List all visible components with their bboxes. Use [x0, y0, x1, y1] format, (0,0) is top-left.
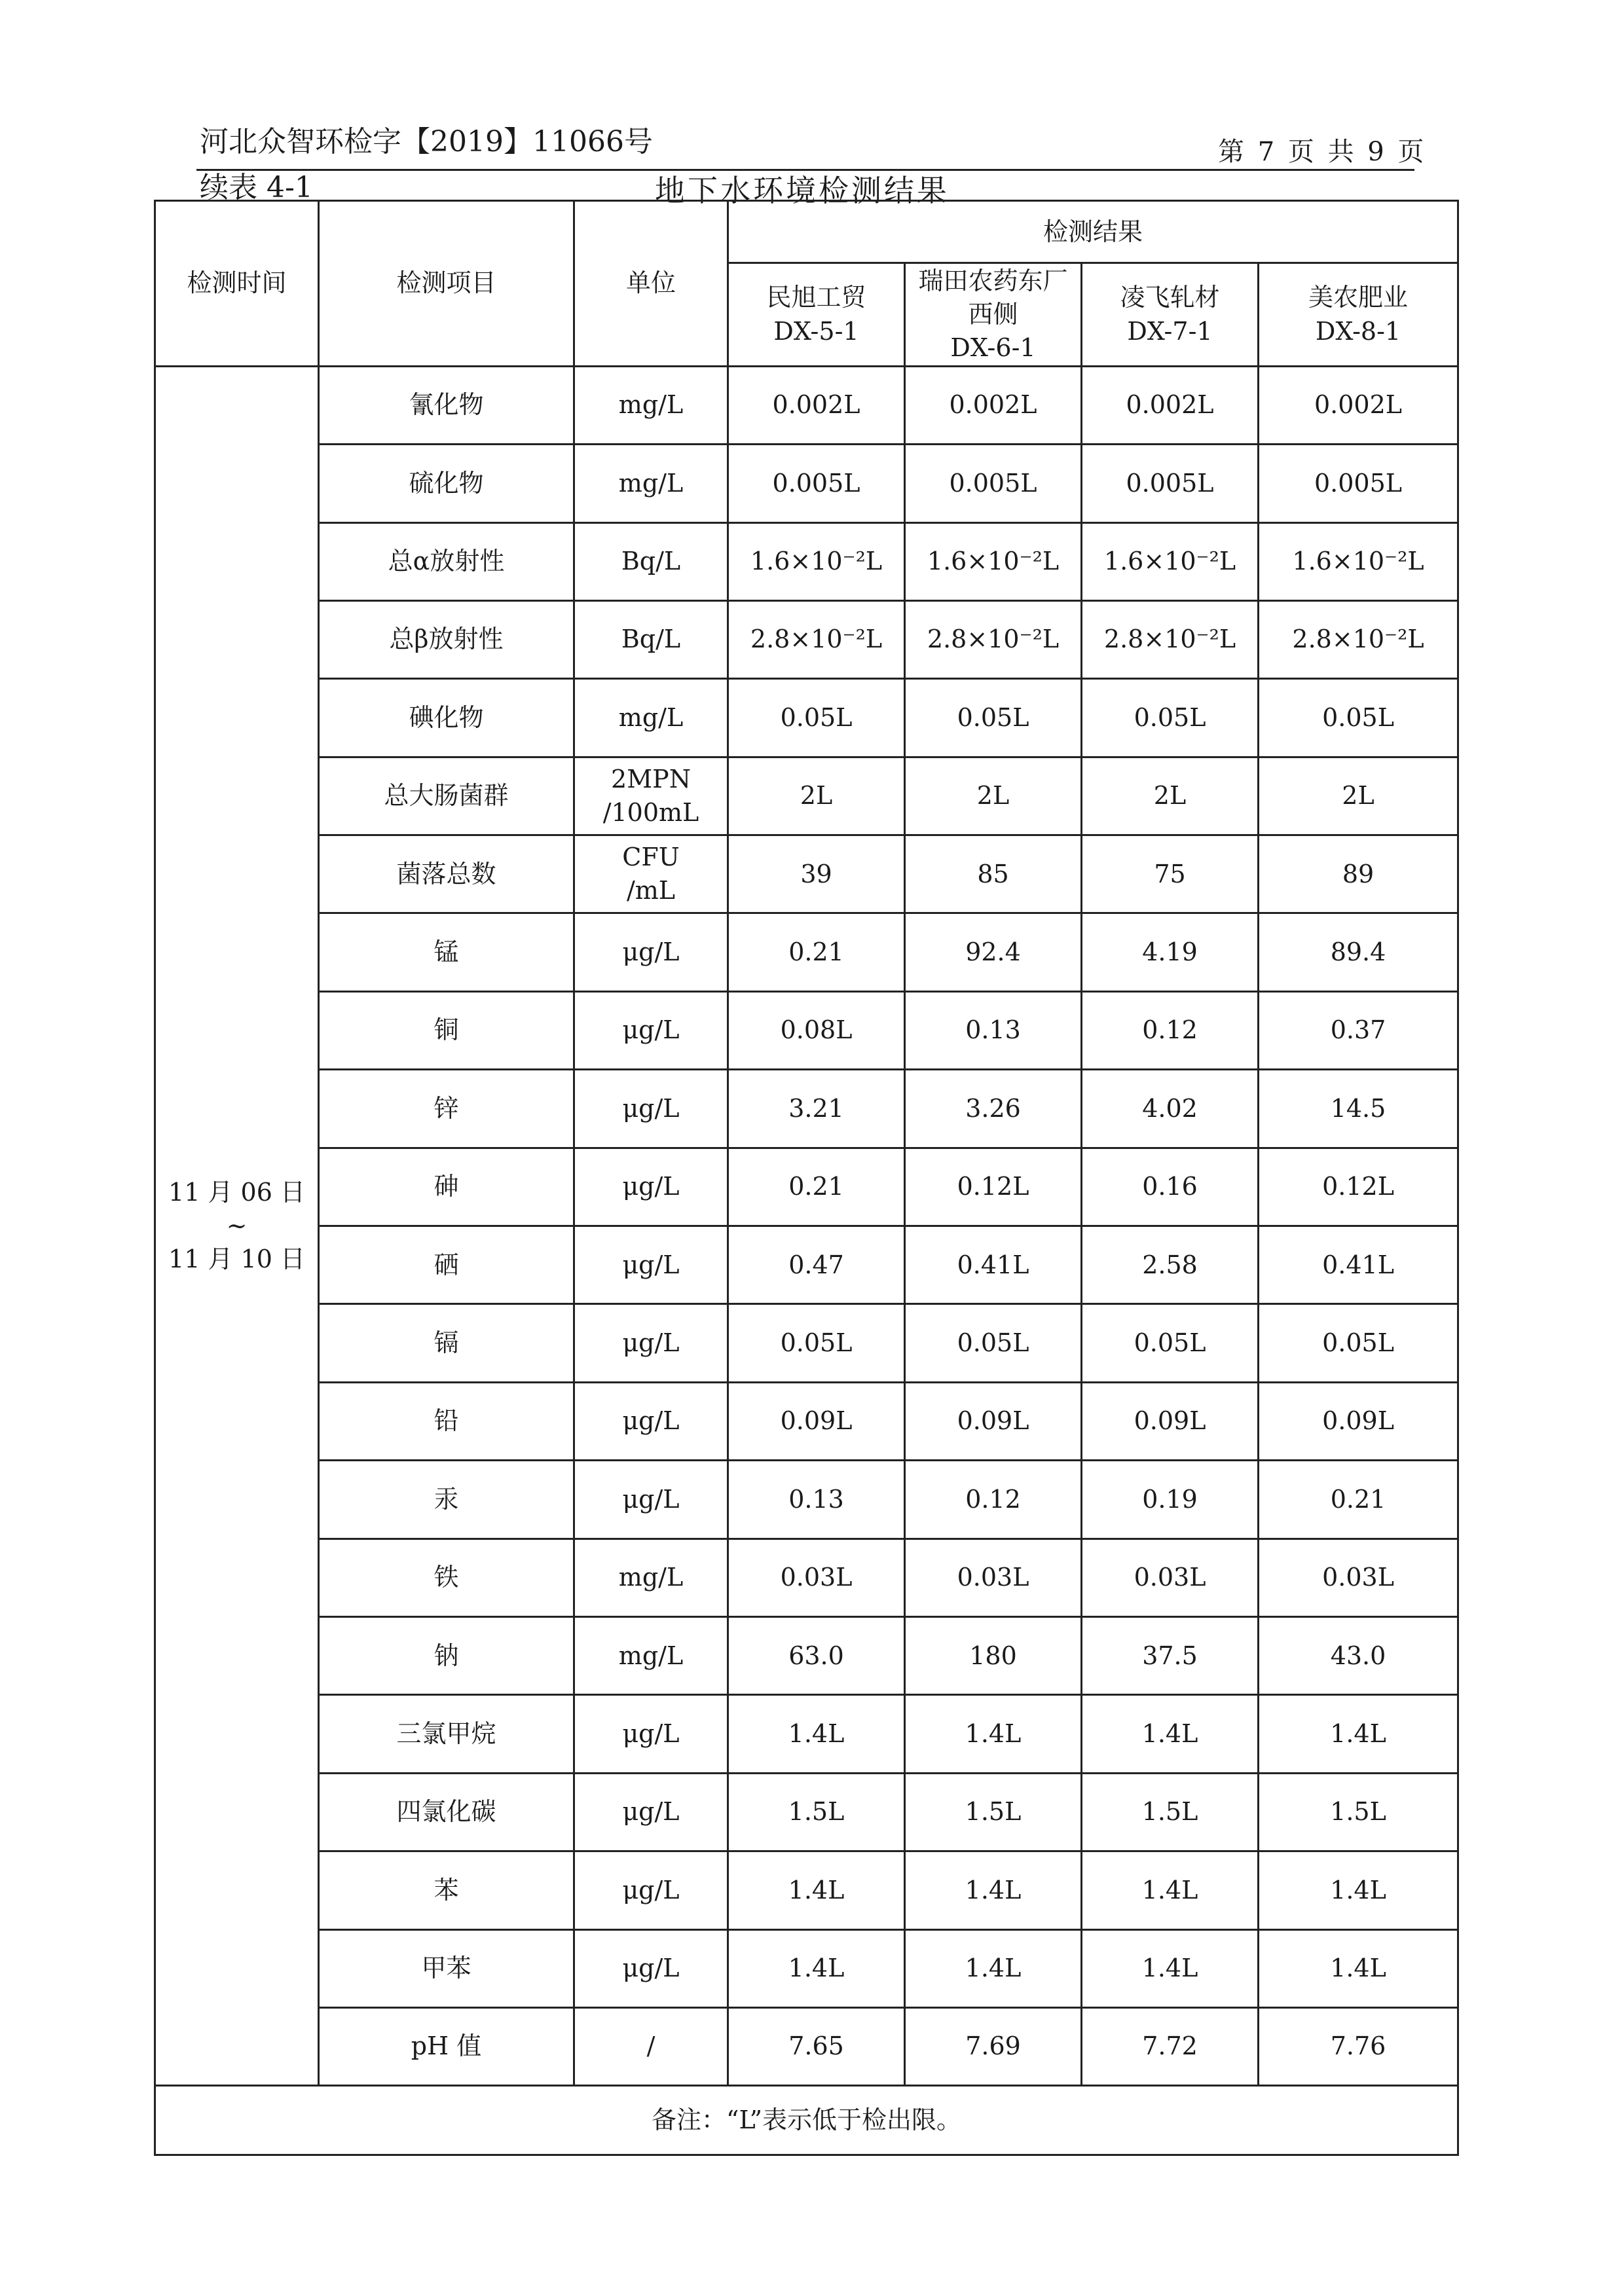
document-number: 河北众智环检字【2019】11066号 — [200, 125, 653, 158]
value-cell: 1.5L — [1082, 1773, 1259, 1851]
table-row — [155, 522, 1458, 600]
value-cell: 4.02 — [1082, 1070, 1259, 1148]
item-cell: 铁 — [319, 1539, 574, 1616]
value-cell: 0.09L — [905, 1382, 1082, 1460]
value-cell: 0.09L — [1259, 1382, 1458, 1460]
item-cell: 总β放射性 — [319, 600, 574, 678]
site-name: 美农肥业 — [1308, 283, 1409, 312]
value-cell: 0.12L — [905, 1148, 1082, 1226]
value-cell: 0.03L — [728, 1539, 905, 1616]
col-header-item: 检测项目 — [319, 201, 574, 367]
site-header — [728, 263, 905, 366]
value-cell: 0.05L — [1082, 679, 1259, 757]
value-cell: 0.005L — [1082, 445, 1259, 522]
value-cell: 1.4L — [1082, 1929, 1259, 2007]
value-cell: 0.12L — [1259, 1148, 1458, 1226]
table-row — [155, 2007, 1458, 2085]
unit-cell: μg/L — [574, 1773, 728, 1851]
table-row — [155, 679, 1458, 757]
unit-cell: μg/L — [574, 1695, 728, 1773]
unit-cell: mg/L — [574, 445, 728, 522]
unit-cell: μg/L — [574, 1382, 728, 1460]
value-cell: 0.08L — [728, 991, 905, 1069]
item-cell: 砷 — [319, 1148, 574, 1226]
value-cell: 0.05L — [728, 679, 905, 757]
site-code: DX-7-1 — [1127, 316, 1213, 346]
value-cell: 0.12 — [1082, 991, 1259, 1069]
unit-cell: mg/L — [574, 679, 728, 757]
time-sep: ~ — [226, 1211, 248, 1240]
unit-cell: mg/L — [574, 366, 728, 444]
item-cell: 钠 — [319, 1616, 574, 1694]
unit-cell: μg/L — [574, 1929, 728, 2007]
table-row — [155, 445, 1458, 522]
site-name: 凌飞轧材 — [1120, 283, 1220, 312]
value-cell: 0.005L — [905, 445, 1082, 522]
table-row — [155, 1695, 1458, 1773]
value-cell: 0.47 — [728, 1226, 905, 1304]
value-cell: 0.05L — [1259, 1304, 1458, 1382]
value-cell: 39 — [728, 835, 905, 913]
site-code: DX-5-1 — [773, 316, 859, 346]
item-cell: 汞 — [319, 1461, 574, 1539]
value-cell: 75 — [1082, 835, 1259, 913]
table-row — [155, 913, 1458, 991]
unit-cell: μg/L — [574, 913, 728, 991]
value-cell: 43.0 — [1259, 1616, 1458, 1694]
unit-cell: μg/L — [574, 1461, 728, 1539]
item-cell: 总大肠菌群 — [319, 757, 574, 835]
value-cell: 2.8×10⁻²L — [728, 600, 905, 678]
value-cell: 1.4L — [905, 1851, 1082, 1929]
col-header-results: 检测结果 — [728, 201, 1458, 263]
value-cell: 0.21 — [1259, 1461, 1458, 1539]
value-cell: 2L — [728, 757, 905, 835]
value-cell: 0.03L — [1259, 1539, 1458, 1616]
unit-cell: Bq/L — [574, 522, 728, 600]
unit-cell: / — [574, 2007, 728, 2085]
value-cell: 2.58 — [1082, 1226, 1259, 1304]
value-cell: 0.09L — [1082, 1382, 1259, 1460]
item-cell: 锰 — [319, 913, 574, 991]
value-cell: 4.19 — [1082, 913, 1259, 991]
item-cell: 铅 — [319, 1382, 574, 1460]
table-row — [155, 991, 1458, 1069]
value-cell: 2L — [905, 757, 1082, 835]
table-row — [155, 1851, 1458, 1929]
item-cell: 总α放射性 — [319, 522, 574, 600]
value-cell: 2.8×10⁻²L — [905, 600, 1082, 678]
value-cell: 7.76 — [1259, 2007, 1458, 2085]
value-cell: 0.19 — [1082, 1461, 1259, 1539]
table-row — [155, 1148, 1458, 1226]
value-cell: 0.002L — [1082, 366, 1259, 444]
site-header — [905, 263, 1082, 366]
table-continuation-label: 续表 4-1 — [200, 171, 313, 204]
value-cell: 2.8×10⁻²L — [1259, 600, 1458, 678]
value-cell: 0.21 — [728, 913, 905, 991]
value-cell: 7.69 — [905, 2007, 1082, 2085]
col-header-time: 检测时间 — [155, 201, 319, 367]
value-cell: 89 — [1259, 835, 1458, 913]
value-cell: 0.41L — [905, 1226, 1082, 1304]
value-cell: 0.002L — [728, 366, 905, 444]
item-cell: 硒 — [319, 1226, 574, 1304]
value-cell: 1.6×10⁻²L — [1082, 522, 1259, 600]
value-cell: 0.005L — [1259, 445, 1458, 522]
site-header — [1082, 263, 1259, 366]
site-name: 瑞田农药东厂西侧 — [918, 266, 1068, 329]
value-cell: 92.4 — [905, 913, 1082, 991]
table-row — [155, 1382, 1458, 1460]
value-cell: 1.6×10⁻²L — [905, 522, 1082, 600]
site-header — [1259, 263, 1458, 366]
value-cell: 85 — [905, 835, 1082, 913]
page-number: 第 7 页 共 9 页 — [1218, 137, 1427, 167]
site-name: 民旭工贸 — [766, 283, 866, 312]
item-cell: 菌落总数 — [319, 835, 574, 913]
item-cell: 四氯化碳 — [319, 1773, 574, 1851]
site-code: DX-8-1 — [1315, 316, 1401, 346]
value-cell: 2L — [1082, 757, 1259, 835]
value-cell: 1.4L — [728, 1851, 905, 1929]
unit-cell: CFU /mL — [574, 835, 728, 913]
item-cell: 硫化物 — [319, 445, 574, 522]
unit-cell: μg/L — [574, 1226, 728, 1304]
item-cell: 锌 — [319, 1070, 574, 1148]
value-cell: 0.41L — [1259, 1226, 1458, 1304]
value-cell: 1.4L — [728, 1929, 905, 2007]
value-cell: 0.05L — [905, 679, 1082, 757]
table-row — [155, 1539, 1458, 1616]
value-cell: 0.03L — [905, 1539, 1082, 1616]
unit-cell: μg/L — [574, 1304, 728, 1382]
value-cell: 2L — [1259, 757, 1458, 835]
table-row — [155, 835, 1458, 913]
value-cell: 1.4L — [1259, 1851, 1458, 1929]
table-row — [155, 1461, 1458, 1539]
unit-cell: mg/L — [574, 1539, 728, 1616]
time-start: 11 月 06 日 — [168, 1177, 305, 1207]
value-cell: 37.5 — [1082, 1616, 1259, 1694]
value-cell: 0.12 — [905, 1461, 1082, 1539]
value-cell: 0.005L — [728, 445, 905, 522]
value-cell: 0.16 — [1082, 1148, 1259, 1226]
value-cell: 89.4 — [1259, 913, 1458, 991]
value-cell: 1.6×10⁻²L — [728, 522, 905, 600]
item-cell: pH 值 — [319, 2007, 574, 2085]
value-cell: 0.03L — [1082, 1539, 1259, 1616]
value-cell: 0.002L — [905, 366, 1082, 444]
value-cell: 3.21 — [728, 1070, 905, 1148]
item-cell: 镉 — [319, 1304, 574, 1382]
value-cell: 1.4L — [1259, 1695, 1458, 1773]
value-cell: 63.0 — [728, 1616, 905, 1694]
value-cell: 1.4L — [905, 1695, 1082, 1773]
value-cell: 1.5L — [1259, 1773, 1458, 1851]
value-cell: 1.4L — [905, 1929, 1082, 2007]
value-cell: 0.002L — [1259, 366, 1458, 444]
table-row — [155, 1226, 1458, 1304]
value-cell: 1.6×10⁻²L — [1259, 522, 1458, 600]
unit-cell: mg/L — [574, 1616, 728, 1694]
item-cell: 氰化物 — [319, 366, 574, 444]
value-cell: 7.72 — [1082, 2007, 1259, 2085]
value-cell: 0.13 — [905, 991, 1082, 1069]
item-cell: 苯 — [319, 1851, 574, 1929]
table-row — [155, 1070, 1458, 1148]
item-cell: 碘化物 — [319, 679, 574, 757]
value-cell: 0.05L — [728, 1304, 905, 1382]
table-row — [155, 1773, 1458, 1851]
table-row — [155, 757, 1458, 835]
value-cell: 0.05L — [1259, 679, 1458, 757]
value-cell: 14.5 — [1259, 1070, 1458, 1148]
table-row — [155, 1616, 1458, 1694]
item-cell: 甲苯 — [319, 1929, 574, 2007]
unit-cell: μg/L — [574, 991, 728, 1069]
value-cell: 1.5L — [728, 1773, 905, 1851]
unit-cell: Bq/L — [574, 600, 728, 678]
value-cell: 7.65 — [728, 2007, 905, 2085]
value-cell: 0.05L — [905, 1304, 1082, 1382]
value-cell: 1.4L — [1082, 1695, 1259, 1773]
table-note: 备注：“L”表示低于检出限。 — [155, 2086, 1458, 2155]
unit-cell: μg/L — [574, 1851, 728, 1929]
table-row — [155, 600, 1458, 678]
value-cell: 180 — [905, 1616, 1082, 1694]
value-cell: 1.4L — [1259, 1929, 1458, 2007]
value-cell: 3.26 — [905, 1070, 1082, 1148]
item-cell: 三氯甲烷 — [319, 1695, 574, 1773]
value-cell: 0.09L — [728, 1382, 905, 1460]
value-cell: 1.5L — [905, 1773, 1082, 1851]
value-cell: 0.05L — [1082, 1304, 1259, 1382]
table-row — [155, 366, 1458, 444]
unit-cell: μg/L — [574, 1148, 728, 1226]
table-row — [155, 1304, 1458, 1382]
unit-cell: μg/L — [574, 1070, 728, 1148]
time-end: 11 月 10 日 — [168, 1245, 305, 1274]
value-cell: 2.8×10⁻²L — [1082, 600, 1259, 678]
value-cell: 1.4L — [1082, 1851, 1259, 1929]
results-table — [154, 200, 1459, 2156]
item-cell: 铜 — [319, 991, 574, 1069]
value-cell: 1.4L — [728, 1695, 905, 1773]
value-cell: 0.21 — [728, 1148, 905, 1226]
value-cell: 0.13 — [728, 1461, 905, 1539]
site-code: DX-6-1 — [950, 333, 1036, 363]
table-row — [155, 1929, 1458, 2007]
table-title: 地下水环境检测结果 — [655, 173, 950, 208]
col-header-unit: 单位 — [574, 201, 728, 367]
unit-cell: 2MPN /100mL — [574, 757, 728, 835]
value-cell: 0.37 — [1259, 991, 1458, 1069]
detection-time-cell — [155, 366, 319, 2086]
